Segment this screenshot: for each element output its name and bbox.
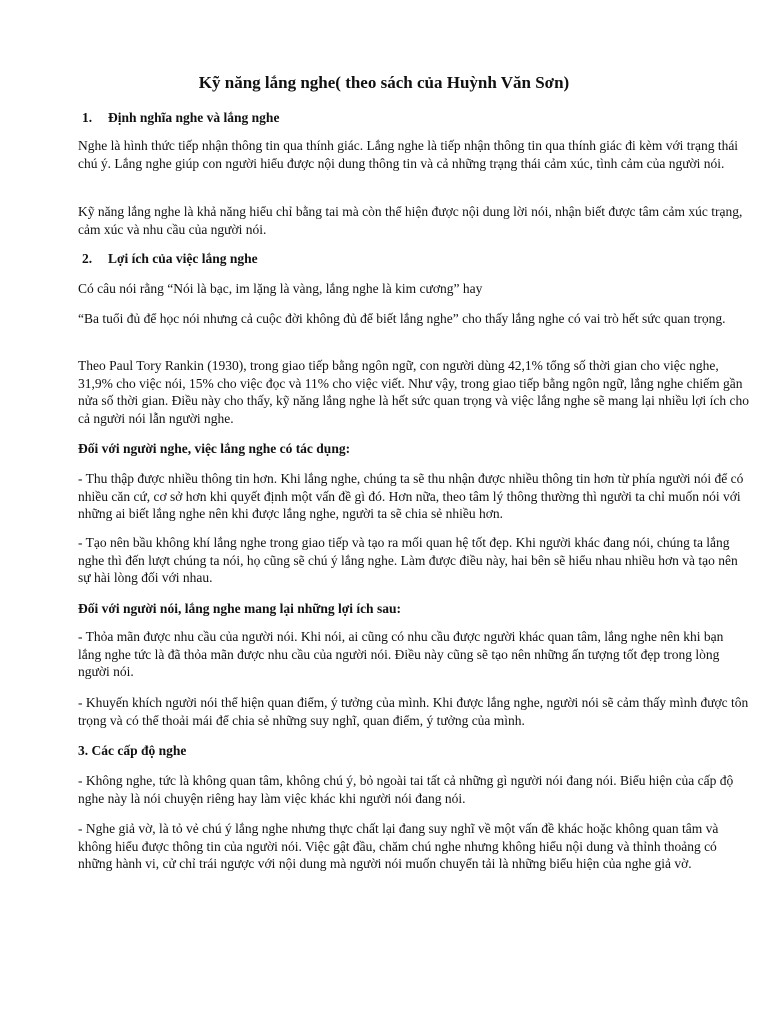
bullet-paragraph: - Khuyến khích người nói thể hiện quan điểm, ý tưởng của mình. Khi được lắng nghe, người nói sẽ cảm thấy mình được tôn trọng và có thể thoải mái để chia sẻ những suy nghĩ, quan điểm, ý tưởng của mình. xyxy=(78,695,749,728)
subheading-speaker-benefits: Đối với người nói, lắng nghe mang lại những lợi ích sau: xyxy=(78,601,401,616)
paragraph: “Ba tuổi đủ để học nói nhưng cả cuộc đời không đủ để biết lắng nghe” cho thấy lắng nghe có vai trò hết sức quan trọng. xyxy=(78,311,726,326)
paragraph: Theo Paul Tory Rankin (1930), trong giao tiếp bằng ngôn ngữ, con người dùng 42,1% tổng số thời gian cho việc nghe, 31,9% cho việc nói, 15% cho việc đọc và 11% cho việc viết. Như vậy, trong giao tiếp bằng ngôn ngữ, lắng nghe chiếm gần nửa số thời gian. Điều này cho thấy, kỹ năng lắng nghe là hết sức quan trọng và việc lắng nghe sẽ mang lại nhiều lợi ích cho cả người nói lẫn người nghe. xyxy=(78,358,749,426)
paragraph: Nghe là hình thức tiếp nhận thông tin qua thính giác. Lắng nghe là tiếp nhận thông tin qua thính giác đi kèm với trạng thái chú ý. Lắng nghe giúp con người hiểu được nội dung thông tin và cả những trạng thái cảm xúc, tình cảm của người nói. xyxy=(78,138,739,171)
section-2-heading xyxy=(82,250,258,267)
paragraph: Có câu nói rằng “Nói là bạc, im lặng là vàng, lắng nghe là kim cương” hay xyxy=(78,281,483,296)
section-3-heading: 3. Các cấp độ nghe xyxy=(78,743,187,758)
bullet-paragraph: - Thu thập được nhiều thông tin hơn. Khi lắng nghe, chúng ta sẽ thu nhận được nhiều thông tin hơn từ phía người nói để có nhiều căn cứ, cơ sở hơn khi quyết định một vấn đề gì đó. Hơn nữa, theo tâm lý thông thường thì người ta chỉ muốn nói với những ai biết lắng nghe nên khi được lắng nghe, người ta sẽ chia sẻ nhiều hơn. xyxy=(78,471,744,522)
section-1-heading xyxy=(82,109,279,126)
section-2-number: 2. xyxy=(82,251,93,266)
section-1-number: 1. xyxy=(82,110,93,125)
bullet-paragraph: - Nghe giả vờ, là tỏ vẻ chú ý lắng nghe nhưng thực chất lại đang suy nghĩ về một vấn đề khác hoặc không quan tâm và không hiểu được thông tin của người nói. Việc gật đầu, chăm chú nghe nhưng không hiểu nội dung và thỉnh thoảng có những hành vi, cử chỉ trái ngược với nội dung mà người nói muốn chuyển tải là những biểu hiện của nghe giả vờ. xyxy=(78,821,719,872)
paragraph: Kỹ năng lắng nghe là khả năng hiểu chỉ bằng tai mà còn thể hiện được nội dung lời nói, nhận biết được tâm cảm xúc trạng, cảm xúc và nhu cầu của người nói. xyxy=(78,204,743,237)
bullet-paragraph: - Tạo nên bầu không khí lắng nghe trong giao tiếp và tạo ra mối quan hệ tốt đẹp. Khi người khác đang nói, chúng ta lắng nghe thì đến lượt chúng ta nói, họ cũng sẽ chú ý lắng nghe. Làm được điều này, hai bên sẽ hiểu nhau nhiều hơn và tạo nên sự hài lòng đối với nhau. xyxy=(78,535,738,586)
bullet-paragraph: - Không nghe, tức là không quan tâm, không chú ý, bỏ ngoài tai tất cả những gì người nói đang nói. Biểu hiện của cấp độ nghe này là nói chuyện riêng hay làm việc khác khi người nói đang nói. xyxy=(78,773,734,806)
section-1-title: Định nghĩa nghe và lắng nghe xyxy=(108,110,280,125)
section-2-title: Lợi ích của việc lắng nghe xyxy=(108,251,258,266)
subheading-listener-benefits: Đối với người nghe, việc lắng nghe có tác dụng: xyxy=(78,441,351,456)
document-title: Kỹ năng lắng nghe( theo sách của Huỳnh Văn Sơn) xyxy=(198,73,570,92)
bullet-paragraph: - Thỏa mãn được nhu cầu của người nói. Khi nói, ai cũng có nhu cầu được người khác quan tâm, lắng nghe nên khi bạn lắng nghe tức là đã thỏa mãn được nhu cầu của người nói. Điều này cũng sẽ tạo nên những ấn tượng tốt đẹp trong lòng người nói. xyxy=(78,629,724,680)
